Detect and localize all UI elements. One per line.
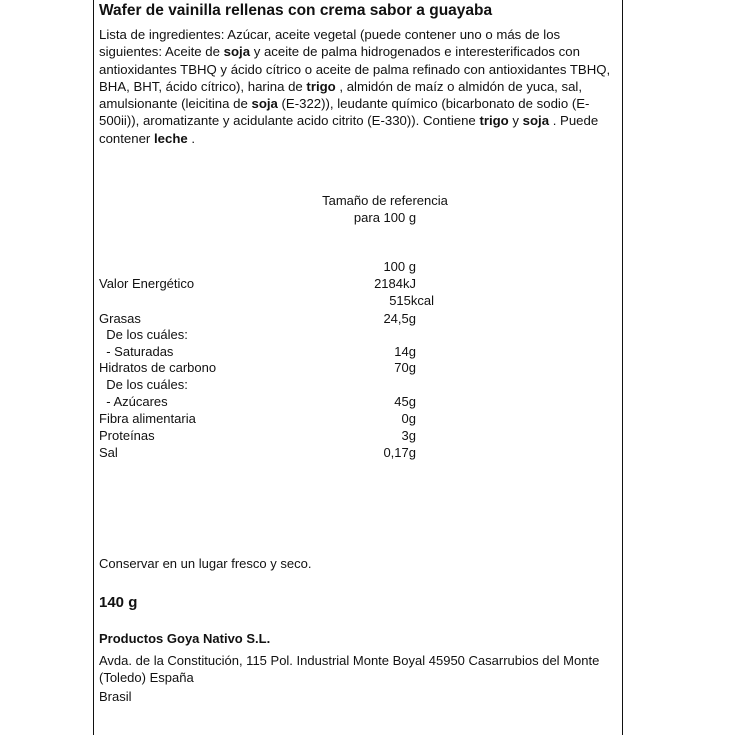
net-weight: 140 g (99, 594, 138, 611)
ingredients-segment: . (187, 130, 196, 146)
nutrient-label: De los cuáles: (99, 377, 188, 392)
energy-label: Valor Energético (99, 276, 195, 291)
column-header: 100 g (383, 259, 416, 274)
product-title: Wafer de vainilla rellenas con crema sabor a guayaba (99, 2, 493, 19)
ingredients-segment: y aceite de palma hidrogenados e interesterificados con antioxidantes TBHQ y ácido cítrico o aceite de palma refinado con antioxidantes TBHQ, BHA, BHT, ácido cítrico), harina de (99, 44, 611, 94)
ingredients-segment: . Puede contener (99, 113, 599, 146)
ingredients-segment: , almidón de maíz o almidón de yuca, sal, amulsionante (leicitina de (99, 78, 583, 112)
nutrient-label: Fibra alimentaria (99, 411, 196, 426)
ingredients-text (99, 26, 619, 147)
nutrient-value: 70g (394, 360, 416, 375)
ingredients-segment: y (508, 113, 523, 129)
nutrient-label: - Azúcares (99, 394, 168, 409)
nutrient-value: 14g (394, 344, 416, 359)
allergen-trigo: trigo (479, 113, 509, 129)
nutrient-value: 24,5g (383, 311, 416, 326)
nutrient-label: - Saturadas (99, 344, 174, 359)
nutrient-label: Hidratos de carbono (99, 360, 217, 375)
nutrient-value: 45g (394, 394, 416, 409)
reference-size (300, 192, 470, 226)
nutrient-value: 0g (401, 411, 416, 426)
energy-kcal: 515kcal (389, 293, 434, 308)
ingredients-segment: Lista de ingredientes: Azúcar, aceite vegetal (puede contener uno o más de los siguientes: Aceite de (99, 27, 561, 60)
nutrient-label: De los cuáles: (99, 327, 188, 342)
allergen-soja: soja (251, 96, 278, 112)
allergen-soja: soja (522, 113, 550, 129)
country-of-origin: Brasil (99, 689, 132, 704)
nutrient-value: 0,17g (383, 445, 416, 460)
company-name: Productos Goya Nativo S.L. (99, 631, 271, 646)
company-address: Avda. de la Constitución, 115 Pol. Industrial Monte Boyal 45950 Casarrubios del Monte (Toledo) España (99, 653, 600, 685)
storage-instructions: Conservar en un lugar fresco y seco. (99, 556, 312, 571)
nutrient-label: Grasas (99, 311, 141, 326)
nutrient-label: Proteínas (99, 428, 155, 443)
allergen-trigo: trigo (306, 78, 336, 94)
ingredients-segment: (E-322)), leudante químico (bicarbonato de sodio (E-500ii)), aromatizante y acidulante acido citrito (E-330)). Contiene (99, 96, 590, 129)
allergen-soja: soja (223, 44, 251, 60)
energy-kj: 2184kJ (374, 276, 416, 291)
nutrient-label: Sal (99, 445, 118, 460)
reference-label: Tamaño de referencia (322, 193, 448, 208)
reference-per: para 100 g (353, 210, 417, 225)
nutrient-value: 3g (401, 428, 416, 443)
allergen-leche: leche (154, 130, 188, 146)
